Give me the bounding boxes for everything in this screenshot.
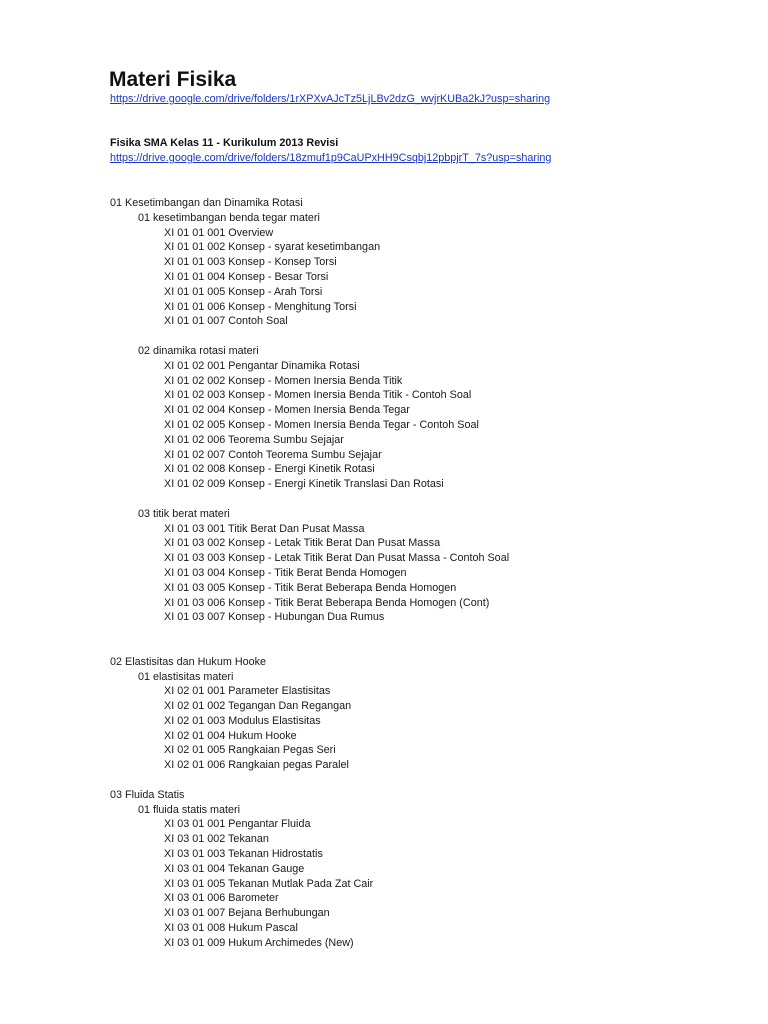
lesson-item: XI 01 01 002 Konsep - syarat kesetimbangan <box>164 241 381 254</box>
lesson-item: XI 01 02 009 Konsep - Energi Kinetik Translasi Dan Rotasi <box>164 478 444 491</box>
material-group <box>0 803 768 951</box>
lesson-item: XI 01 02 003 Konsep - Momen Inersia Benda Titik - Contoh Soal <box>164 389 472 402</box>
lesson-item: XI 02 01 002 Tegangan Dan Regangan <box>164 700 352 713</box>
material-group <box>0 507 768 625</box>
lesson-item: XI 01 03 002 Konsep - Letak Titik Berat Dan Pusat Massa <box>164 537 441 550</box>
lesson-item: XI 01 02 001 Pengantar Dinamika Rotasi <box>164 359 360 372</box>
group-title: 02 dinamika rotasi materi <box>138 344 259 357</box>
lesson-item: XI 01 01 004 Konsep - Besar Torsi <box>164 270 329 283</box>
lesson-item: XI 03 01 005 Tekanan Mutlak Pada Zat Cair <box>164 877 374 890</box>
group-title: 01 fluida statis materi <box>138 803 241 816</box>
topic-outline <box>0 196 768 965</box>
lesson-item: XI 01 01 003 Konsep - Konsep Torsi <box>164 256 337 269</box>
lesson-item: XI 01 01 006 Konsep - Menghitung Torsi <box>164 300 357 313</box>
lesson-item: XI 01 03 005 Konsep - Titik Berat Beberapa Benda Homogen <box>164 581 457 594</box>
lesson-item: XI 01 03 007 Konsep - Hubungan Dua Rumus <box>164 611 385 624</box>
material-group <box>0 211 768 329</box>
lesson-item: XI 01 03 001 Titik Berat Dan Pusat Massa <box>164 522 365 535</box>
lesson-item: XI 03 01 003 Tekanan Hidrostatis <box>164 848 323 861</box>
group-title: 01 kesetimbangan benda tegar materi <box>138 211 320 224</box>
lesson-item: XI 01 01 001 Overview <box>164 226 274 239</box>
lesson-item: XI 02 01 001 Parameter Elastisitas <box>164 685 331 698</box>
lesson-item: XI 01 02 006 Teorema Sumbu Sejajar <box>164 433 344 446</box>
group-title: 03 titik berat materi <box>138 507 230 520</box>
lesson-item: XI 02 01 004 Hukum Hooke <box>164 729 297 742</box>
drive-folder-link-kelas-11[interactable]: https://drive.google.com/drive/folders/18zmuf1p9CaUPxHH9Csqbj12pbpjrT_7s?usp=sharing <box>110 152 552 164</box>
topic-section <box>0 196 768 625</box>
lesson-item: XI 01 03 003 Konsep - Letak Titik Berat Dan Pusat Massa - Contoh Soal <box>164 552 510 565</box>
lesson-item: XI 01 02 007 Contoh Teorema Sumbu Sejajar <box>164 448 382 461</box>
section-title: 03 Fluida Statis <box>110 788 185 801</box>
lesson-item: XI 01 01 007 Contoh Soal <box>164 315 288 328</box>
lesson-item: XI 03 01 001 Pengantar Fluida <box>164 818 311 831</box>
lesson-item: XI 01 02 005 Konsep - Momen Inersia Benda Tegar - Contoh Soal <box>164 418 479 431</box>
topic-section <box>0 655 768 773</box>
topic-section <box>0 788 768 951</box>
subtitle-kelas-11: Fisika SMA Kelas 11 - Kurikulum 2013 Revisi <box>110 137 339 149</box>
material-group <box>0 344 768 492</box>
group-title: 01 elastisitas materi <box>138 670 234 683</box>
lesson-item: XI 01 01 005 Konsep - Arah Torsi <box>164 285 323 298</box>
material-group <box>0 670 768 774</box>
lesson-item: XI 01 03 006 Konsep - Titik Berat Beberapa Benda Homogen (Cont) <box>164 596 490 609</box>
lesson-item: XI 03 01 008 Hukum Pascal <box>164 922 298 935</box>
lesson-item: XI 03 01 004 Tekanan Gauge <box>164 862 305 875</box>
section-title: 02 Elastisitas dan Hukum Hooke <box>110 655 267 668</box>
lesson-item: XI 03 01 009 Hukum Archimedes (New) <box>164 936 354 949</box>
lesson-item: XI 03 01 007 Bejana Berhubungan <box>164 907 330 920</box>
lesson-item: XI 02 01 006 Rangkaian pegas Paralel <box>164 759 349 772</box>
page-title: Materi Fisika <box>109 68 237 91</box>
lesson-item: XI 02 01 005 Rangkaian Pegas Seri <box>164 744 336 757</box>
section-title: 01 Kesetimbangan dan Dinamika Rotasi <box>110 197 303 209</box>
lesson-item: XI 01 03 004 Konsep - Titik Berat Benda Homogen <box>164 566 407 579</box>
lesson-item: XI 03 01 002 Tekanan <box>164 833 269 846</box>
lesson-item: XI 02 01 003 Modulus Elastisitas <box>164 714 321 727</box>
lesson-item: XI 01 02 008 Konsep - Energi Kinetik Rotasi <box>164 463 375 476</box>
lesson-item: XI 01 02 002 Konsep - Momen Inersia Benda Titik <box>164 374 403 387</box>
lesson-item: XI 03 01 006 Barometer <box>164 892 279 905</box>
drive-folder-link-main[interactable]: https://drive.google.com/drive/folders/1rXPXvAJcTz5LjLBv2dzG_wvjrKUBa2kJ?usp=sharing <box>110 93 551 105</box>
lesson-item: XI 01 02 004 Konsep - Momen Inersia Benda Tegar <box>164 404 410 417</box>
